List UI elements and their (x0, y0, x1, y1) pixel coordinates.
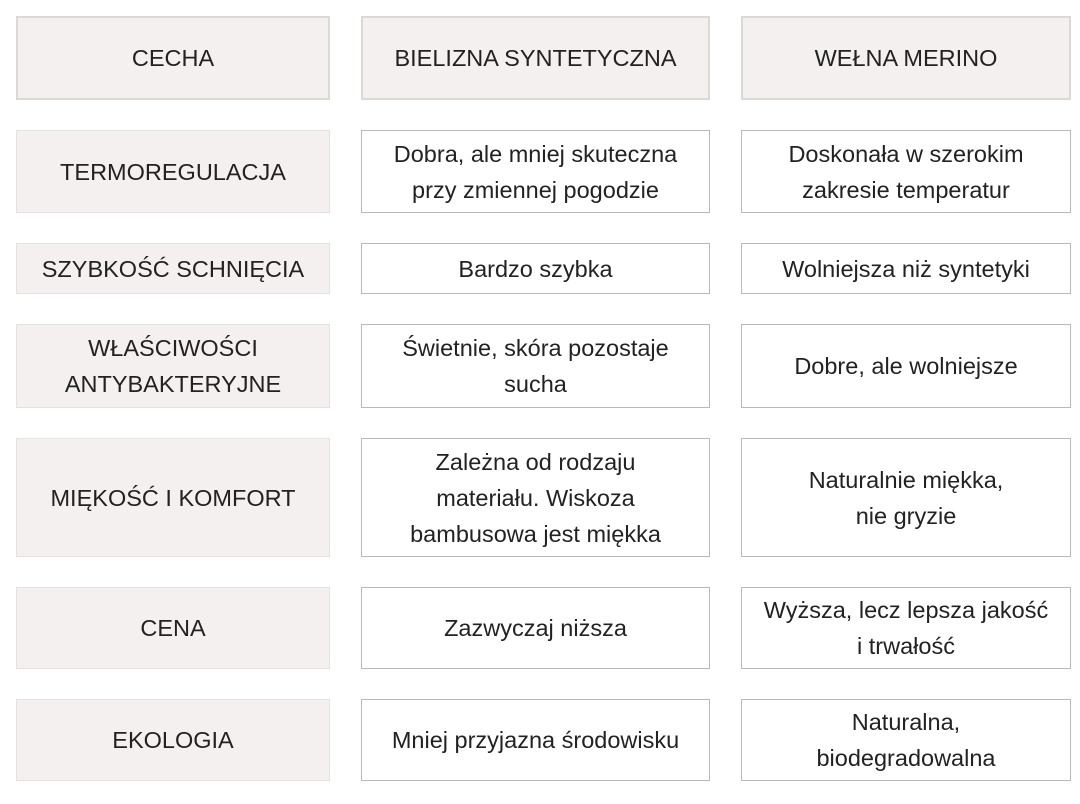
feature-cell: EKOLOGIA (16, 699, 330, 781)
merino-cell: Doskonała w szerokim zakresie temperatur (741, 130, 1071, 213)
merino-cell: Wyższa, lecz lepsza jakość i trwałość (741, 587, 1071, 669)
header-feature: CECHA (16, 16, 330, 100)
comparison-table (16, 16, 1071, 781)
merino-cell: Naturalna, biodegradowalna (741, 699, 1071, 781)
feature-cell: MIĘKOŚĆ I KOMFORT (16, 438, 330, 557)
synthetic-cell: Bardzo szybka (361, 243, 710, 294)
header-synthetic: BIELIZNA SYNTETYCZNA (361, 16, 710, 100)
merino-cell: Wolniejsza niż syntetyki (741, 243, 1071, 294)
feature-cell: WŁAŚCIWOŚCI ANTYBAKTERYJNE (16, 324, 330, 408)
synthetic-cell: Mniej przyjazna środowisku (361, 699, 710, 781)
merino-cell: Naturalnie miękka, nie gryzie (741, 438, 1071, 557)
merino-cell: Dobre, ale wolniejsze (741, 324, 1071, 408)
feature-cell: TERMOREGULACJA (16, 130, 330, 213)
synthetic-cell: Zazwyczaj niższa (361, 587, 710, 669)
feature-cell: CENA (16, 587, 330, 669)
synthetic-cell: Zależna od rodzaju materiału. Wiskoza bambusowa jest miękka (361, 438, 710, 557)
synthetic-cell: Świetnie, skóra pozostaje sucha (361, 324, 710, 408)
feature-cell: SZYBKOŚĆ SCHNIĘCIA (16, 243, 330, 294)
synthetic-cell: Dobra, ale mniej skuteczna przy zmiennej pogodzie (361, 130, 710, 213)
header-merino: WEŁNA MERINO (741, 16, 1071, 100)
